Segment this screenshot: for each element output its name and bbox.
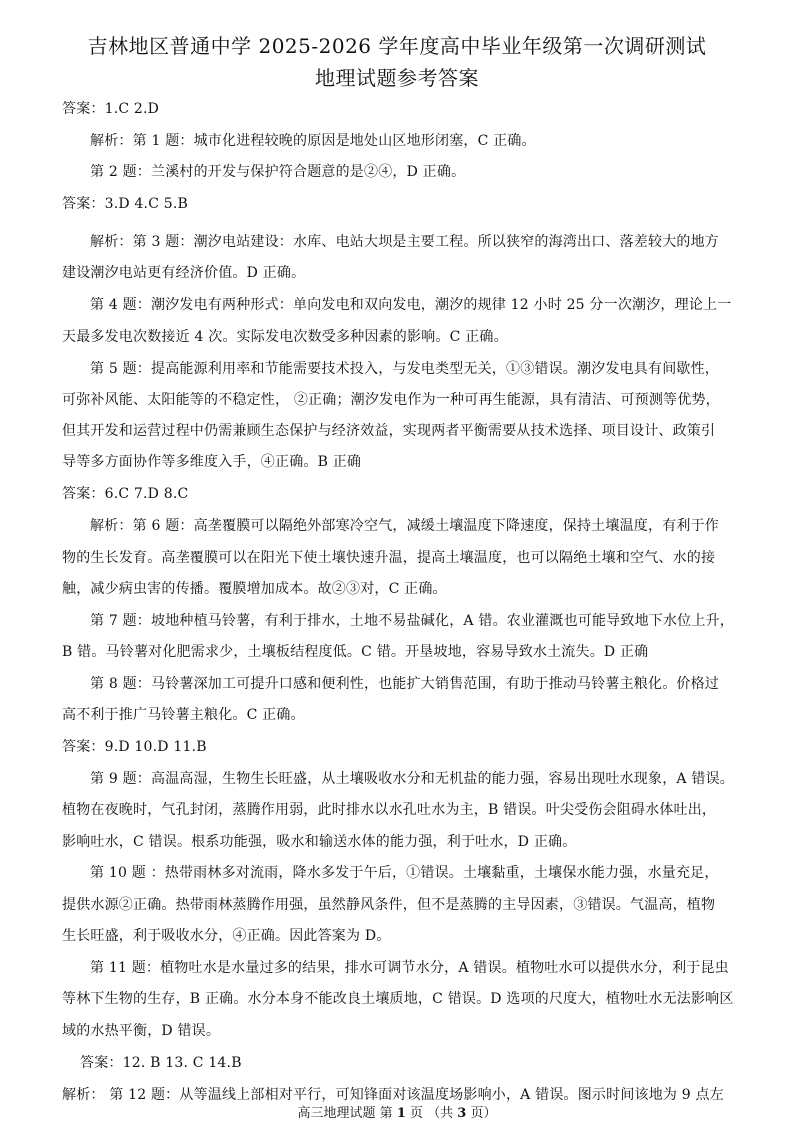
answer-line-q6-8: 答案：6.C 7.D 8.C [62,486,189,502]
explanation-line: 提供水源②正确。热带雨林蒸腾作用强，虽然静风条件，但不是蒸腾的主导因素，③错误。气温高，植物 [62,897,716,913]
explanation-line: 解析：第 6 题：高垄覆膜可以隔绝外部寒冷空气，减缓土壤温度下降速度，保持土壤温度，有利于作 [90,518,720,534]
footer-suffix: 页） [466,1106,497,1121]
explanation-line: 高不利于推广马铃薯主粮化。C 正确。 [62,707,305,723]
footer-page-number: 1 [396,1106,406,1121]
answer-line-q3-5: 答案：3.D 4.C 5.B [62,196,188,212]
explanation-line: 第 11 题：植物吐水是水量过多的结果，排水可调节水分，A 错误。植物吐水可以提供水分，利于昆虫 [90,960,729,976]
explanation-line: 植物在夜晚时，气孔封闭，蒸腾作用弱，此时排水以水孔吐水为主，B 错误。叶尖受伤会阻碍水体吐出， [62,802,717,818]
page-footer [0,1102,794,1121]
explanation-line: 可弥补风能、太阳能等的不稳定性， ②正确；潮汐发电作为一种可再生能源，具有清洁、可预测等优势， [62,392,720,408]
footer-prefix: 高三地理试题 第 [297,1106,397,1121]
footer-middle: 页 （共 [405,1106,458,1121]
explanation-line: 解析：第 1 题：城市化进程较晚的原因是地处山区地形闭塞，C 正确。 [90,133,536,149]
explanation-line: 域的水热平衡，D 错误。 [62,1023,221,1039]
explanation-line: 解析： 第 12 题：从等温线上部相对平行，可知锋面对该温度场影响小，A 错误。图示时间该地为 9 点左 [62,1087,724,1103]
explanation-line: 等林下生物的生存，B 正确。水分本身不能改良土壤质地，C 错误。D 选项的尺度大，植物吐水无法影响区 [62,991,734,1007]
explanation-line: 第 2 题：兰溪村的开发与保护符合题意的是②④，D 正确。 [90,164,466,180]
explanation-line: 第 9 题：高温高湿，生物生长旺盛，从土壤吸收水分和无机盐的能力强，容易出现吐水现象，A 错误。 [90,771,734,787]
footer-total-pages: 3 [457,1106,467,1121]
explanation-line: 生长旺盛，利于吸收水分，④正确。因此答案为 D。 [62,928,391,944]
explanation-line: 导等多方面协作等多维度入手，④正确。B 正确 [62,454,362,470]
explanation-line: 第 4 题：潮汐发电有两种形式：单向发电和双向发电，潮汐的规律 12 小时 25 分一次潮汐，理论上一 [90,297,732,313]
answer-line-q9-11: 答案：9.D 10.D 11.B [62,739,207,755]
explanation-line: 第 8 题：马铃薯深加工可提升口感和便利性，也能扩大销售范围，有助于推动马铃薯主粮化。价格过 [90,676,720,692]
explanation-line: 触，减少病虫害的传播。覆膜增加成本。故②③对，C 正确。 [62,581,447,597]
explanation-line: 但其开发和运营过程中仍需兼顾生态保护与经济效益，实现两者平衡需要从技术选择、项目设计、政策引 [62,423,716,439]
document-subtitle: 地理试题参考答案 [315,66,479,90]
explanation-line: B 错。马铃薯对化肥需求少，土壤板结程度低。C 错。开垦坡地，容易导致水土流失。D 正确 [62,644,649,660]
explanation-line: 天最多发电次数接近 4 次。实际发电次数受多种因素的影响。C 正确。 [62,329,508,345]
explanation-line: 第 7 题：坡地种植马铃薯，有利于排水，土地不易盐碱化，A 错。农业灌溉也可能导致地下水位上升， [90,613,734,629]
explanation-line: 解析：第 3 题：潮汐电站建设：水库、电站大坝是主要工程。所以狭窄的海湾出口、落差较大的地方 [90,234,720,250]
document-title: 吉林地区普通中学 2025-2026 学年度高中毕业年级第一次调研测试 [87,34,707,58]
explanation-line: 物的生长发育。高垄覆膜可以在阳光下使土壤快速升温，提高土壤温度，也可以隔绝土壤和空气、水的接 [62,550,716,566]
answer-line-q1-2: 答案：1.C 2.D [62,101,160,117]
answer-line-q12-14: 答案：12. B 13. C 14.B [80,1055,242,1071]
explanation-line: 建设潮汐电站更有经济价值。D 正确。 [62,265,306,281]
explanation-line: 第 5 题：提高能源利用率和节能需要技术投入，与发电类型无关，①③错误。潮汐发电具有间歇性， [90,361,720,377]
explanation-line: 第 10 题 ：热带雨林多对流雨，降水多发于午后，①错误。土壤黏重，土壤保水能力强，水量充足， [90,865,719,881]
explanation-line: 影响吐水，C 错误。根系功能强，吸水和输送水体的能力强，利于吐水，D 正确。 [62,834,577,850]
